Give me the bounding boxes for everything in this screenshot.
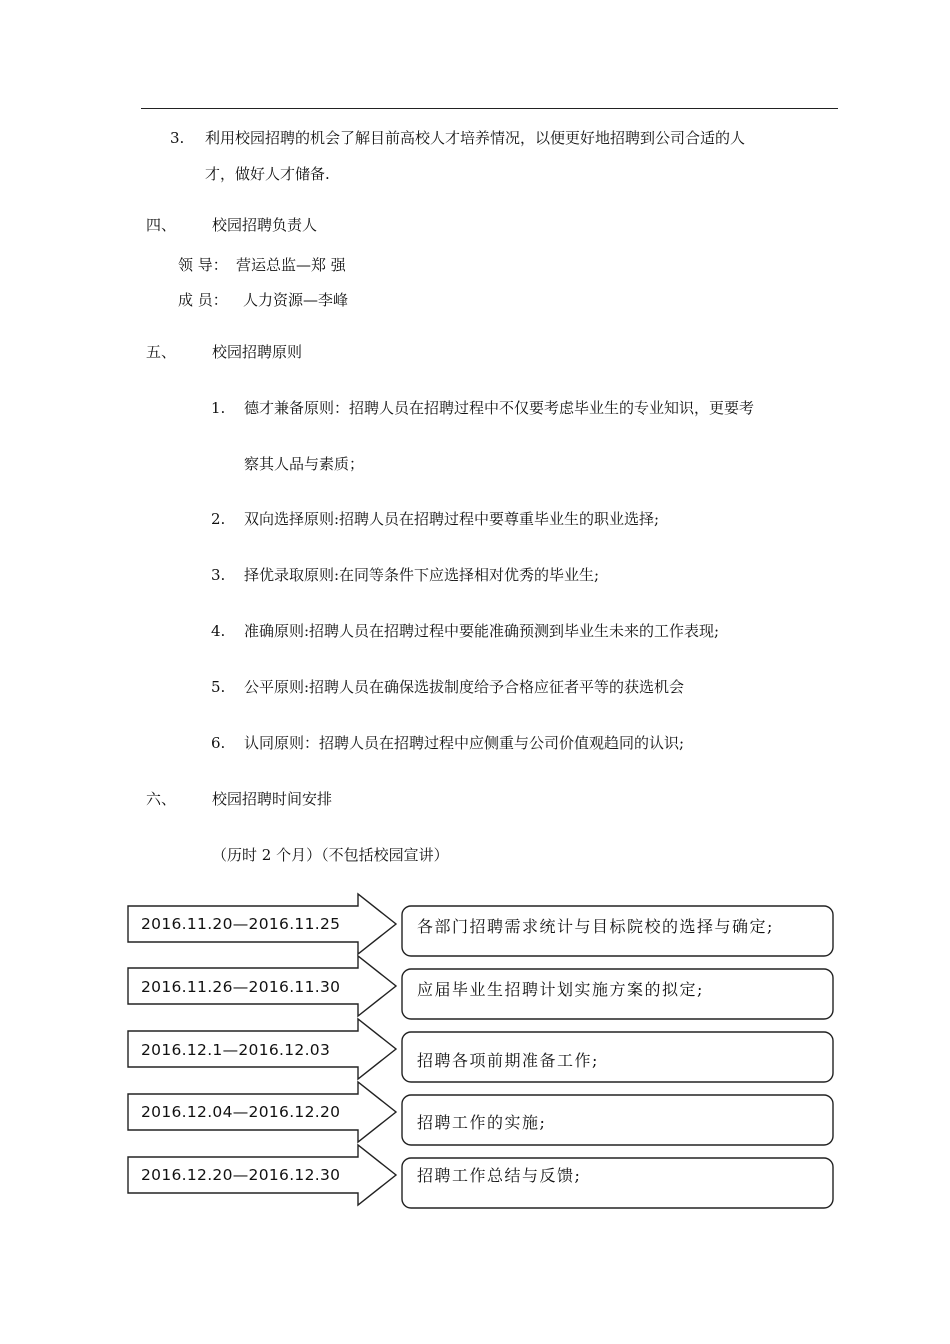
principle-number: 1. [211,399,226,417]
section-title: 校园招聘时间安排 [212,790,333,808]
leader-label: 领 导： [178,256,228,274]
principle-number: 5. [211,678,226,696]
section-number: 四、 [146,216,177,234]
principle-text-cont: 察其人品与素质； [244,455,365,473]
schedule-task: 各部门招聘需求统计与目标院校的选择与确定; [417,917,774,936]
principle-text: 择优录取原则:在同等条件下应选择相对优秀的毕业生; [244,566,600,584]
schedule-date-range: 2016.11.26—2016.11.30 [141,978,341,996]
schedule-date-range: 2016.12.1—2016.12.03 [141,1041,331,1059]
leader-value: 营运总监—郑 强 [236,256,346,274]
principle-text: 德才兼备原则：招聘人员在招聘过程中不仅要考虑毕业生的专业知识，更要考 [244,399,755,417]
schedule-date-range: 2016.12.20—2016.12.30 [141,1166,341,1184]
schedule-task: 招聘工作的实施; [417,1113,547,1132]
principle-number: 2. [211,510,226,528]
schedule-task: 招聘各项前期准备工作; [417,1051,599,1070]
member-label: 成 员： [178,291,228,309]
section-title: 校园招聘负责人 [212,216,318,234]
member-value: 人力资源—李峰 [243,291,349,309]
principle-number: 6. [211,734,226,752]
principle-text: 公平原则:招聘人员在确保选拔制度给予合格应征者平等的获选机会 [244,678,685,696]
section-number: 五、 [146,343,177,361]
principle-text: 准确原则:招聘人员在招聘过程中要能准确预测到毕业生未来的工作表现; [244,622,720,640]
principle-text: 认同原则：招聘人员在招聘过程中应侧重与公司价值观趋同的认识; [244,734,685,752]
item-text-line2: 才，做好人才储备. [205,165,330,183]
item-text-line1: 利用校园招聘的机会了解目前高校人才培养情况，以便更好地招聘到公司合适的人 [205,129,746,147]
section-title: 校园招聘原则 [212,343,303,361]
principle-text: 双向选择原则:招聘人员在招聘过程中要尊重毕业生的职业选择; [244,510,660,528]
schedule-date-range: 2016.11.20—2016.11.25 [141,915,341,933]
principle-number: 3. [211,566,226,584]
section-number: 六、 [146,790,177,808]
duration-note: （历时 2 个月）（不包括校园宣讲） [212,846,449,864]
schedule-date-range: 2016.12.04—2016.12.20 [141,1103,341,1121]
item-number: 3. [170,129,185,147]
principle-number: 4. [211,622,226,640]
schedule-task: 应届毕业生招聘计划实施方案的拟定; [417,980,704,999]
schedule-task: 招聘工作总结与反馈; [417,1166,582,1185]
